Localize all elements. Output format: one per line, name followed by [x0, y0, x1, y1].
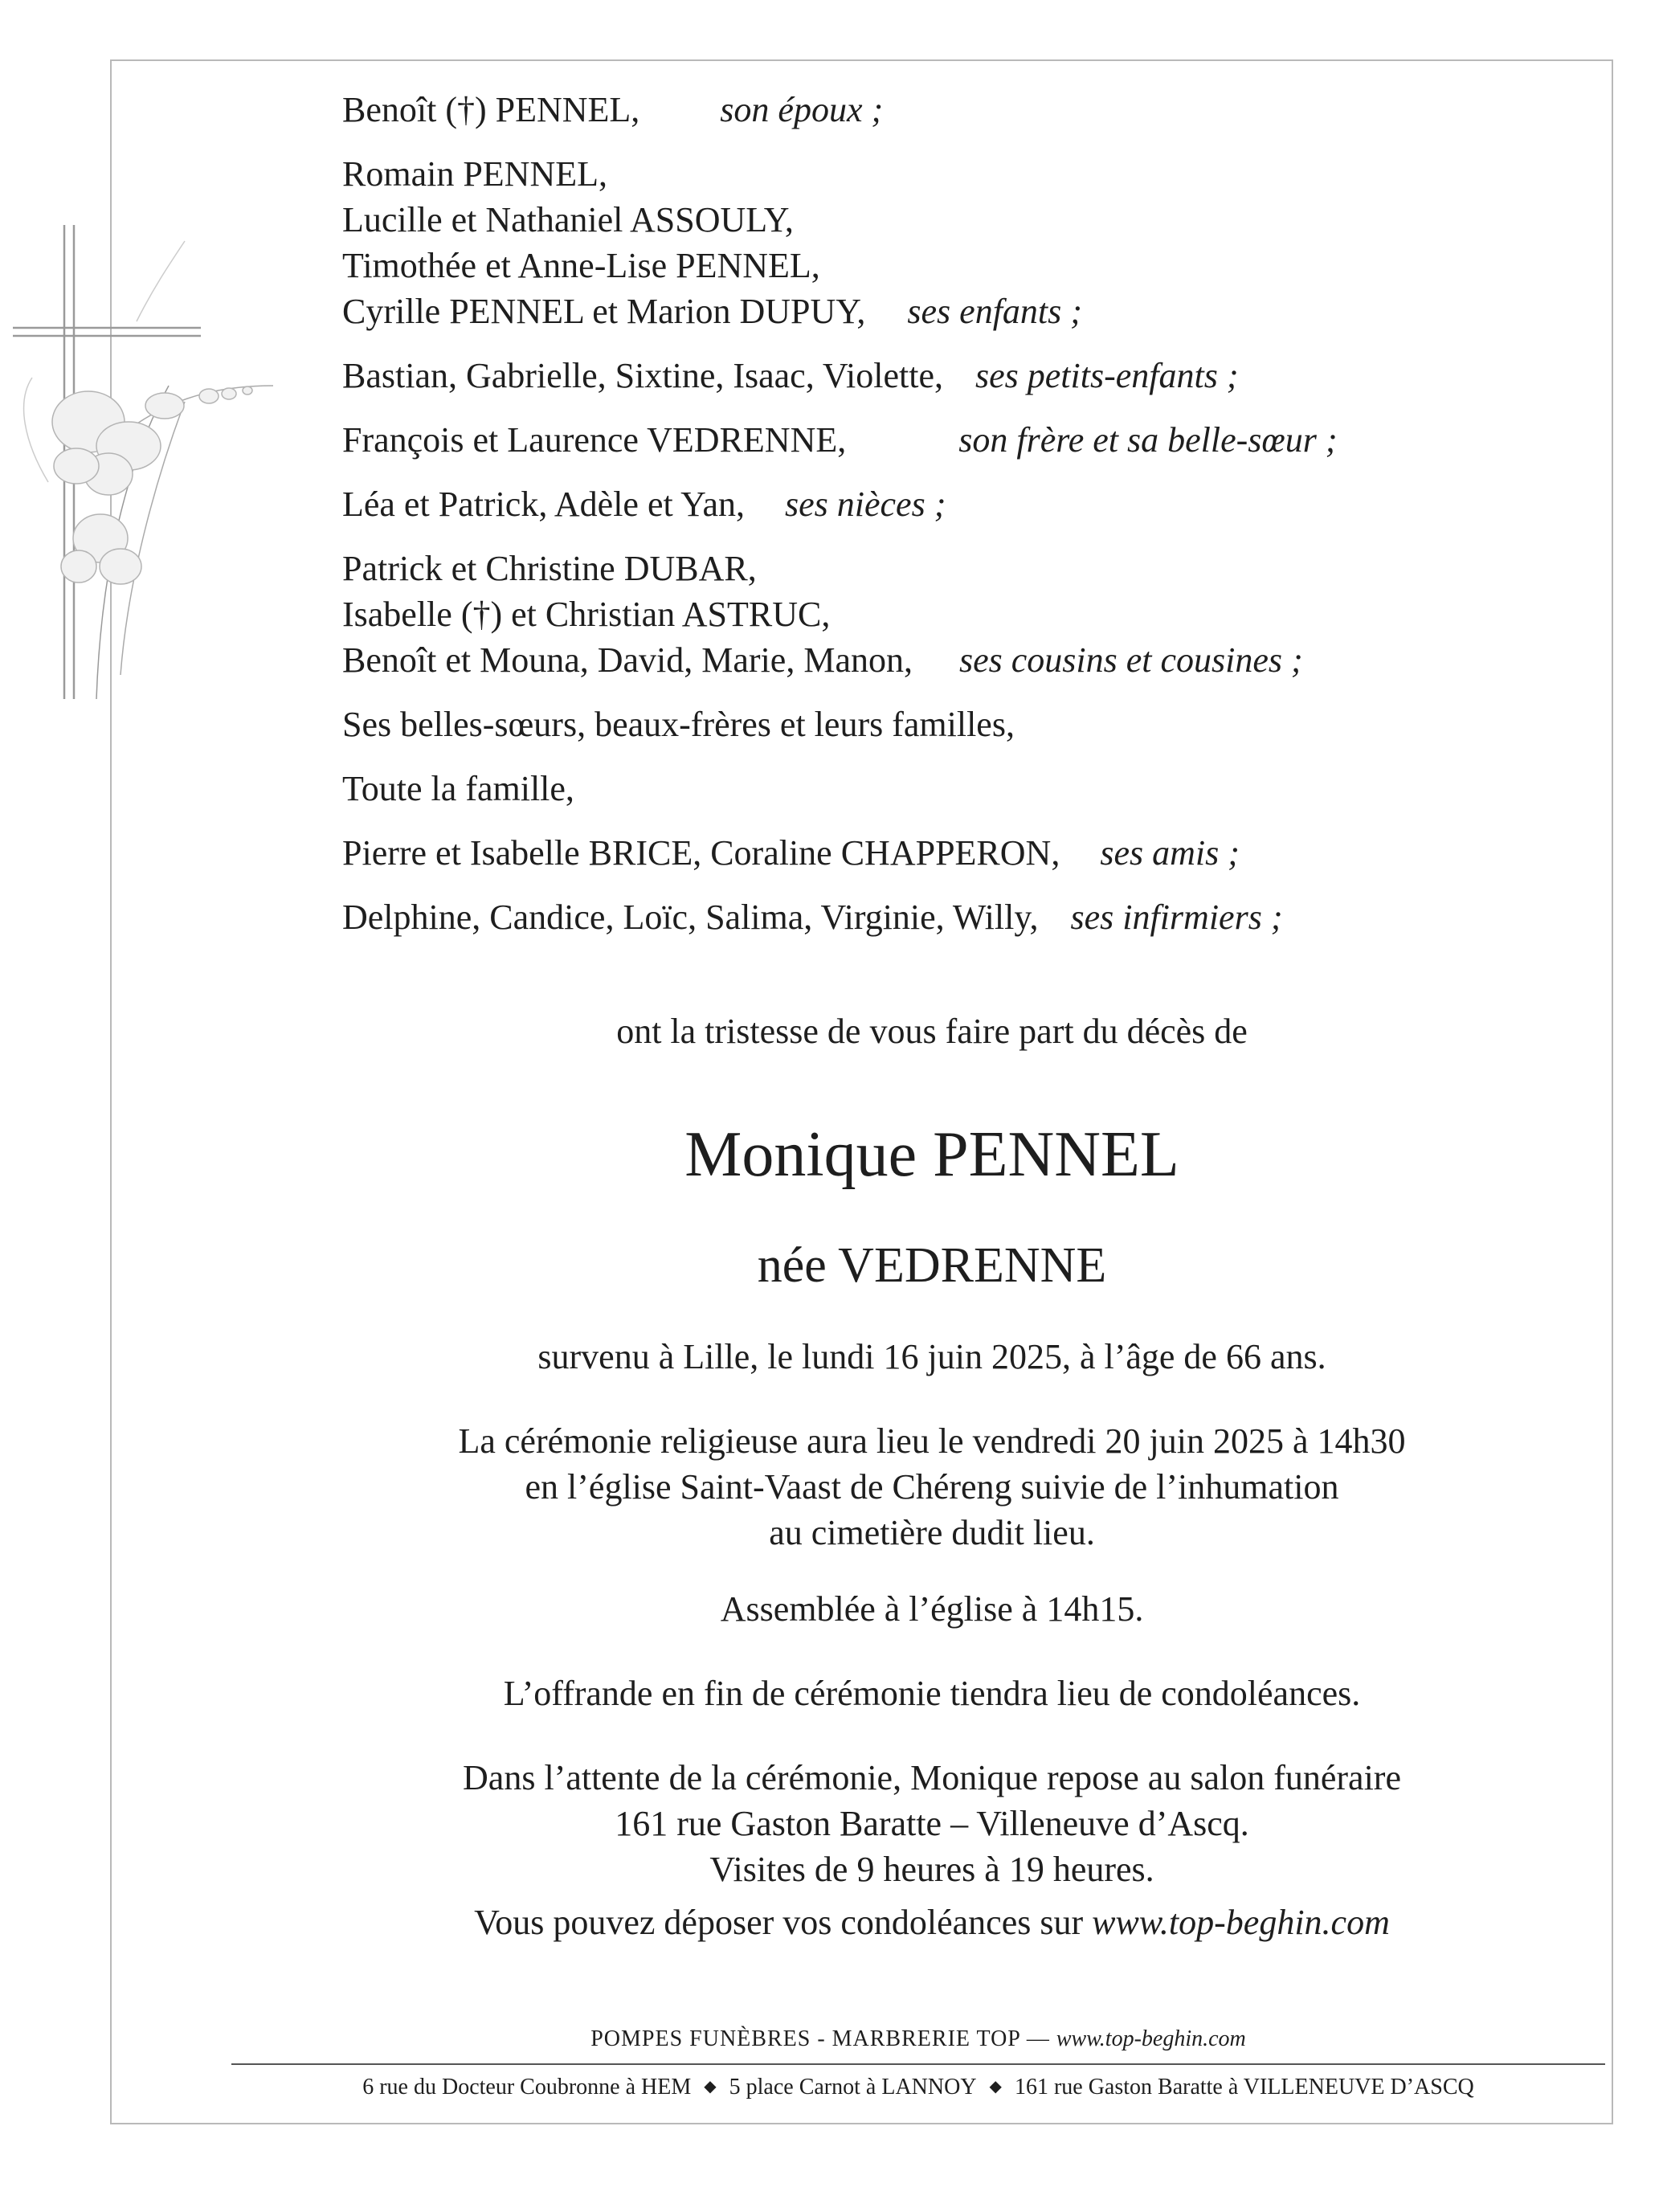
mourner-line	[342, 766, 1515, 812]
mourner-line	[342, 894, 1515, 940]
mourner-line	[342, 87, 1515, 133]
mourner-names: Benoît et Mouna, David, Marie, Manon,	[342, 640, 913, 680]
death-notice: survenu à Lille, le lundi 16 juin 2025, à l’âge de 66 ans.	[537, 1337, 1326, 1376]
mourner-line	[342, 591, 1515, 637]
orchid-flower-icon	[24, 241, 273, 699]
deceased-name: Monique PENNEL	[684, 1119, 1179, 1190]
mourner-group	[342, 151, 1515, 334]
funeral-home-link[interactable]: www.top-beghin.com	[1056, 2026, 1246, 2051]
maiden-name: née VEDRENNE	[757, 1238, 1107, 1293]
funeral-home-name: POMPES FUNÈBRES - MARBRERIE TOP	[590, 2026, 1020, 2051]
mourner-line	[342, 417, 1515, 463]
address-lannoy: 5 place Carnot à LANNOY	[729, 2075, 977, 2100]
wake-line: 161 rue Gaston Baratte – Villeneuve d’Ascq.	[615, 1804, 1249, 1843]
condolences-text: Vous pouvez déposer vos condoléances sur	[474, 1903, 1084, 1942]
mourner-group	[342, 87, 1515, 133]
mourner-names: Benoît (†) PENNEL,	[342, 90, 640, 129]
diamond-separator-icon: ◆	[704, 2078, 717, 2095]
mourner-names: Bastian, Gabrielle, Sixtine, Isaac, Violette,	[342, 356, 943, 395]
mourner-line	[342, 288, 1515, 334]
announcement-intro: ont la tristesse de vous faire part du décès de	[616, 1012, 1248, 1051]
funeral-home-addresses	[231, 2073, 1605, 2104]
footer-dash: —	[1026, 2026, 1050, 2051]
mourner-line	[342, 637, 1515, 683]
relationship-label: son frère et sa belle-sœur ;	[958, 420, 1338, 460]
offering-note: L’offrande en fin de cérémonie tiendra lieu de condoléances.	[503, 1674, 1361, 1713]
online-condolences	[241, 1899, 1623, 1945]
mourner-names: Patrick et Christine DUBAR,	[342, 549, 757, 588]
mourner-group	[342, 701, 1515, 747]
mourner-names: Pierre et Isabelle BRICE, Coraline CHAPPERON,	[342, 833, 1060, 873]
mourner-names: Timothée et Anne-Lise PENNEL,	[342, 246, 820, 285]
mourner-line	[342, 481, 1515, 527]
mourner-names: Lucille et Nathaniel ASSOULY,	[342, 200, 794, 239]
mourner-line	[342, 701, 1515, 747]
mourner-group	[342, 546, 1515, 683]
mourner-names: Delphine, Candice, Loïc, Salima, Virginie, Willy,	[342, 897, 1039, 937]
ceremony-details	[241, 1418, 1623, 1556]
funeral-home-header	[231, 2025, 1605, 2054]
relationship-label: son époux ;	[720, 90, 884, 129]
mourner-names: Léa et Patrick, Adèle et Yan,	[342, 485, 745, 524]
relationship-label: ses nièces ;	[784, 485, 946, 524]
mourner-group	[342, 894, 1515, 940]
mourner-group	[342, 417, 1515, 463]
footer-divider	[231, 2063, 1605, 2065]
address-villeneuve: 161 rue Gaston Baratte à VILLENEUVE D’ASCQ	[1014, 2075, 1474, 2100]
assembly-time: Assemblée à l’église à 14h15.	[720, 1589, 1144, 1629]
relationship-label: ses petits-enfants ;	[975, 356, 1239, 395]
ceremony-line: en l’église Saint-Vaast de Chéreng suivie de l’inhumation	[525, 1467, 1339, 1507]
mourner-names: Isabelle (†) et Christian ASTRUC,	[342, 595, 831, 634]
mourner-group	[342, 353, 1515, 399]
condolences-link[interactable]: www.top-beghin.com	[1092, 1903, 1390, 1942]
mourner-line	[342, 197, 1515, 243]
mourner-line	[342, 151, 1515, 197]
relationship-label: ses infirmiers ;	[1070, 897, 1283, 937]
mourner-names: Ses belles-sœurs, beaux-frères et leurs familles,	[342, 705, 1015, 744]
ceremony-line: au cimetière dudit lieu.	[769, 1513, 1095, 1552]
address-hem: 6 rue du Docteur Coubronne à HEM	[362, 2075, 692, 2100]
relationship-label: ses amis ;	[1100, 833, 1240, 873]
mourner-line	[342, 353, 1515, 399]
mourner-group	[342, 481, 1515, 527]
wake-details	[241, 1755, 1623, 1892]
diamond-separator-icon: ◆	[989, 2078, 1002, 2095]
mourner-group	[342, 766, 1515, 812]
mourner-group	[342, 830, 1515, 876]
mourner-line	[342, 546, 1515, 591]
mourner-names: François et Laurence VEDRENNE,	[342, 420, 847, 460]
relationship-label: ses enfants ;	[907, 292, 1082, 331]
relationship-label: ses cousins et cousines ;	[958, 640, 1303, 680]
wake-line: Visites de 9 heures à 19 heures.	[709, 1850, 1154, 1889]
mourner-names: Toute la famille,	[342, 769, 574, 808]
mourner-names: Cyrille PENNEL et Marion DUPUY,	[342, 292, 866, 331]
cross-orchid-ornament	[0, 201, 289, 723]
mourner-line	[342, 830, 1515, 876]
mourner-names: Romain PENNEL,	[342, 154, 607, 194]
mourners-list	[342, 87, 1515, 959]
wake-line: Dans l’attente de la cérémonie, Monique repose au salon funéraire	[463, 1758, 1401, 1797]
mourner-line	[342, 243, 1515, 288]
ceremony-line: La cérémonie religieuse aura lieu le vendredi 20 juin 2025 à 14h30	[458, 1421, 1406, 1461]
